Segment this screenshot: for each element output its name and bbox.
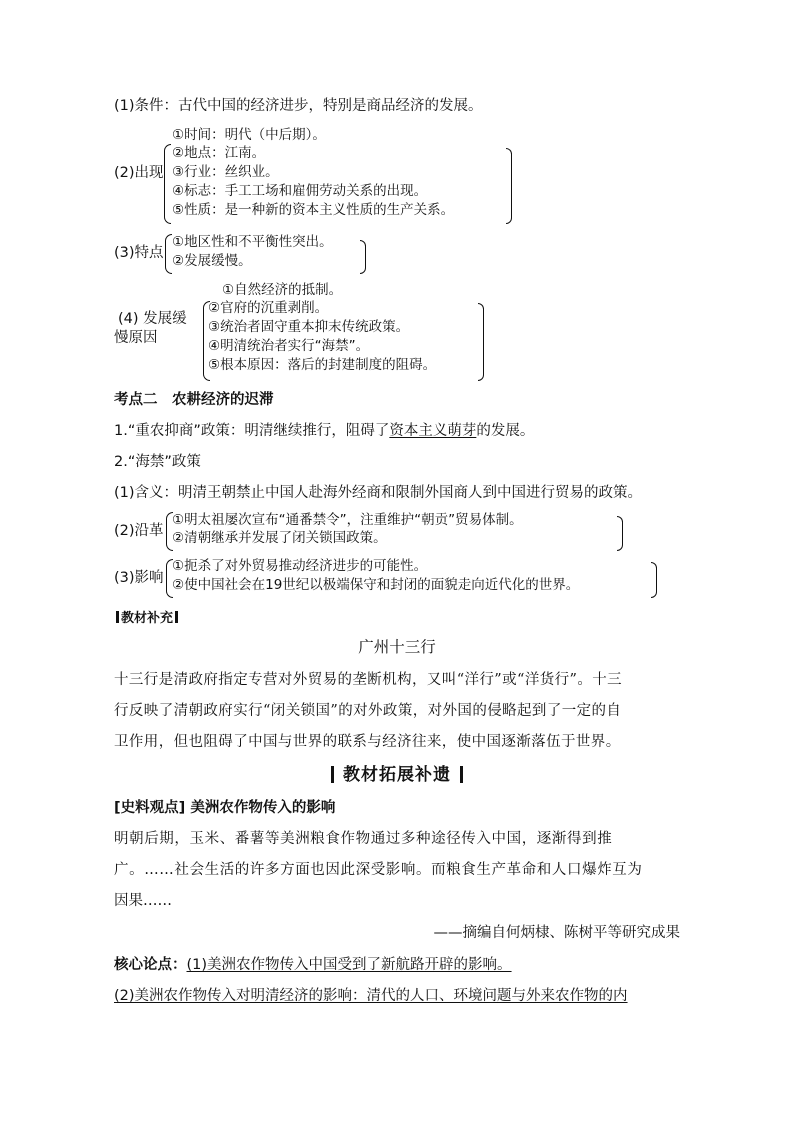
appear-item: ③行业：丝织业。 bbox=[172, 164, 279, 180]
slow-item: ④明清统治者实行“海禁”。 bbox=[208, 338, 370, 354]
right-brace bbox=[478, 303, 484, 381]
meaning-line: (1)含义：明清王朝禁止中国人赴海外经商和限制外国商人到中国进行贸易的政策。 bbox=[114, 485, 643, 501]
policy-line: 1.“重农抑商”政策：明清继续推行，阻碍了资本主义萌芽的发展。 bbox=[114, 423, 535, 439]
left-brace bbox=[165, 234, 172, 274]
core-line: 核心论点：(1)美洲农作物传入中国受到了新航路开辟的影响。 bbox=[114, 957, 512, 973]
slow-label: 慢原因 bbox=[114, 330, 158, 346]
left-brace bbox=[164, 144, 171, 224]
slow-item: ①自然经济的抵制。 bbox=[222, 282, 343, 298]
supplement-title: 广州十三行 bbox=[358, 638, 436, 656]
supplement-tag: 教材补充 bbox=[114, 611, 180, 627]
impact-label: (3)影响 bbox=[114, 570, 164, 586]
appear-item: ②地点：江南。 bbox=[172, 145, 266, 161]
supplement-line: 十三行是清政府指定专营对外贸易的垄断机构，又叫“洋行”或“洋货行”。十三 bbox=[114, 672, 623, 688]
feature-item: ②发展缓慢。 bbox=[172, 253, 252, 269]
condition-line: (1)条件：古代中国的经济进步，特别是商品经济的发展。 bbox=[114, 98, 483, 114]
supplement-line: 卫作用，但也阻碍了中国与世界的联系与经济往来，使中国逐渐落伍于世界。 bbox=[114, 734, 621, 750]
extension-title: 教材拓展补遗 bbox=[0, 764, 794, 786]
extension-line: 明朝后期，玉米、番薯等美洲粮食作物通过多种途径传入中国，逐渐得到推 bbox=[114, 831, 613, 847]
source-citation: ——摘编自何炳棣、陈树平等研究成果 bbox=[433, 925, 680, 941]
impact-item: ①扼杀了对外贸易推动经济进步的可能性。 bbox=[172, 558, 428, 574]
core-line: (2)美洲农作物传入对明清经济的影响：清代的人口、环境问题与外来农作物的内 bbox=[114, 988, 628, 1004]
appear-label: (2)出现 bbox=[114, 165, 164, 181]
evol-item: ②清朝继承并发展了闭关锁国政策。 bbox=[172, 530, 387, 546]
slow-item: ②官府的沉重剥削。 bbox=[208, 300, 329, 316]
right-brace bbox=[506, 148, 512, 224]
slow-label: (4) 发展缓 bbox=[118, 311, 187, 327]
right-brace bbox=[651, 562, 657, 598]
slow-item: ③统治者固守重本抑末传统政策。 bbox=[208, 319, 410, 335]
extension-line: 因果…… bbox=[114, 893, 172, 909]
extension-heading: [史料观点] 美洲农作物传入的影响 bbox=[114, 800, 336, 816]
feature-item: ①地区性和不平衡性突出。 bbox=[172, 234, 333, 250]
right-brace bbox=[360, 240, 366, 274]
impact-item: ②使中国社会在19世纪以极端保守和封闭的面貌走向近代化的世界。 bbox=[172, 577, 580, 593]
feature-label: (3)特点 bbox=[114, 245, 164, 261]
right-brace bbox=[617, 516, 623, 551]
slow-item: ⑤根本原因：落后的封建制度的阻碍。 bbox=[208, 357, 437, 373]
extension-line: 广。……社会生活的许多方面也因此深受影响。而粮食生产革命和人口爆炸互为 bbox=[114, 862, 643, 878]
appear-item: ⑤性质：是一种新的资本主义性质的生产关系。 bbox=[172, 202, 455, 218]
appear-item: ④标志：手工工场和雇佣劳动关系的出现。 bbox=[172, 183, 428, 199]
section-heading: 考点二 农耕经济的迟滞 bbox=[114, 392, 274, 408]
appear-item: ①时间：明代（中后期）。 bbox=[172, 127, 326, 143]
policy-line: 2.“海禁”政策 bbox=[114, 454, 201, 470]
evol-item: ①明太祖屡次宣布“通番禁令”，注重维护“朝贡”贸易体制。 bbox=[172, 512, 523, 528]
supplement-line: 行反映了清朝政府实行“闭关锁国”的对外政策，对外国的侵略起到了一定的自 bbox=[114, 703, 622, 719]
evol-label: (2)沿革 bbox=[114, 523, 164, 539]
underlined-term: 资本主义萌芽 bbox=[389, 423, 477, 439]
